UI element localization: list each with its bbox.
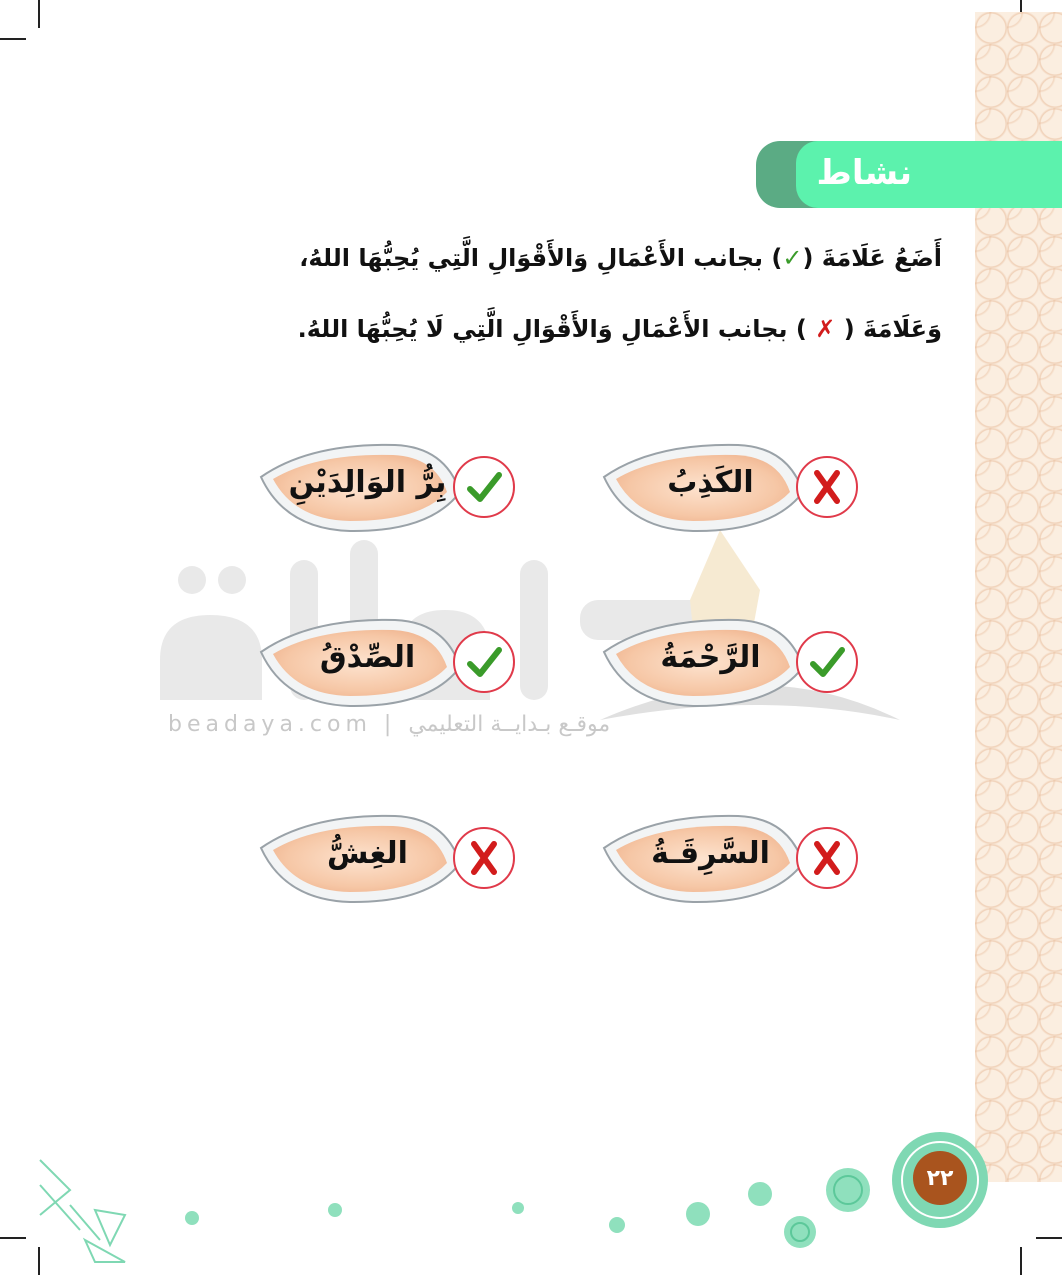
item-label: بِرُّ الوَالِدَيْنِ xyxy=(288,465,447,500)
item-label: الغِشُّ xyxy=(327,836,408,871)
cross-icon: ✗ xyxy=(815,315,836,343)
instruction-2-start: وَعَلَامَةَ ( xyxy=(843,315,942,343)
instruction-1-start: أَضَعُ عَلَامَةَ ( xyxy=(802,244,942,272)
instruction-2-end: ) بجانب الأَعْمَالِ وَالأَقْوَالِ الَّتِي لَا يُحِبُّهَا اللهُ. xyxy=(297,315,807,343)
page-number: ٢٢ xyxy=(913,1151,967,1205)
watermark-text: beadaya.com | موقـع بـدايــة التعليمي xyxy=(168,712,611,737)
item-label: الصِّدْقُ xyxy=(319,640,416,675)
activity-title: نشاط xyxy=(816,153,912,193)
item-label: الكَذِبُ xyxy=(667,465,754,500)
item-label: الرَّحْمَةُ xyxy=(660,640,761,675)
item-label: السَّرِقَـةُ xyxy=(651,836,770,871)
instruction-1-end: ) بجانب الأَعْمَالِ وَالأَقْوَالِ الَّتِي يُحِبُّهَا اللهُ، xyxy=(299,244,783,272)
check-icon: ✓ xyxy=(782,244,803,272)
